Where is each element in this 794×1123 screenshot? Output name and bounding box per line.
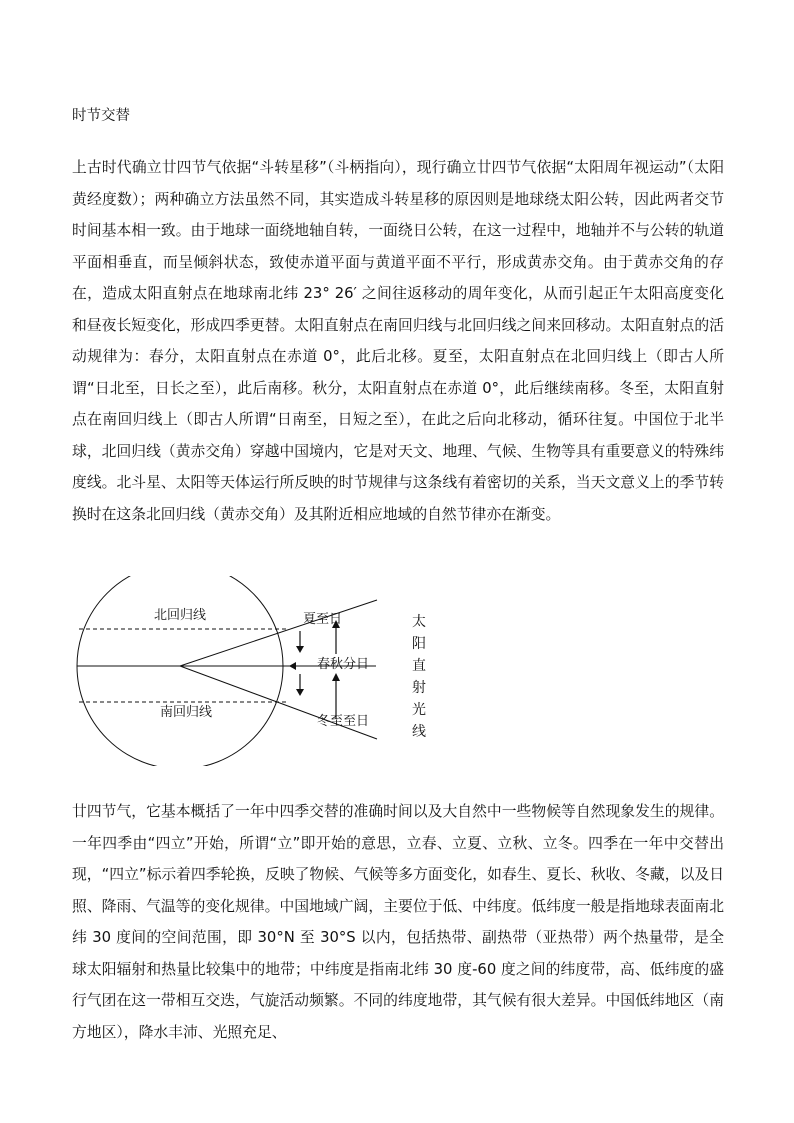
equinox-label: 春秋分日	[317, 657, 370, 672]
direct-sunlight-diagram	[74, 576, 434, 766]
arrow-down-1-head	[296, 646, 304, 653]
summer-solstice-label: 夏至日	[303, 612, 343, 627]
equator-arrow-head	[289, 662, 296, 670]
north-tropic-label: 北回归线	[154, 608, 207, 623]
paragraph-twenty-four-terms: 廿四节气，它基本概括了一年中四季交替的准确时间以及大自然中一些物候等自然现象发生的规律。一年四季由“四立”开始，所谓“立”即开始的意思，立春、立夏、立秋、立冬。四季在一年中交替出现，“四立”标示着四季轮换，反映了物候、气候等多方面变化，如春生、夏长、秋收、冬藏，以及日照、降雨、气温等的变化规律。中国地域广阔，主要位于低、中纬度。低纬度一般是指地球表面南北纬 30 度间的空间范围，即 30°N 至 30°S 以内，包括热带、副热带（亚热带）两个热量带，是全球太阳辐射和热量比较集中的地带；中纬度是指南北纬 30 度-60 度之间的纬度带，高、低纬度的盛行气团在这一带相互交迭，气旋活动频繁。不同的纬度地带，其气候有很大差异。中国低纬地区（南方地区），降水丰沛、光照充足、	[72, 803, 724, 1041]
arrow-down-2-head	[296, 689, 304, 696]
south-tropic-label: 南回归线	[160, 705, 213, 720]
paragraph-solar-term-origin: 上古时代确立廿四节气依据“斗转星移”（斗柄指向），现行确立廿四节气依据“太阳周年视运动”（太阳黄经度数）；两种确立方法虽然不同，其实造成斗转星移的原因则是地球绕太阳公转，因此两者交节时间基本相一致。由于地球一面绕地轴自转，一面绕日公转，在这一过程中，地轴并不与公转的轨道平面相垂直，而呈倾斜状态，致使赤道平面与黄道平面不平行，形成黄赤交角。由于黄赤交角的存在，造成太阳直射点在地球南北纬 23° 26′ 之间往返移动的周年变化，从而引起正午太阳高度变化和昼夜长短变化，形成四季更替。太阳直射点在南回归线与北回归线之间来回移动。太阳直射点的活动规律为：春分，太阳直射点在赤道 0°，此后北移。夏至，太阳直射点在北回归线上（即古人所谓“日北至，日长之至），此后南移。秋分，太阳直射点在赤道 0°，此后继续南移。冬至，太阳直射点在南回归线上（即古人所谓“日南至，日短之至），在此之后向北移动，循环往复。中国位于北半球，北回归线（黄赤交角）穿越中国境内，它是对天文、地理、气候、生物等具有重要意义的特殊纬度线。北斗星、太阳等天体运行所反映的时节规律与这条线有着密切的关系，当天文意义上的季节转换时在这条北回归线（黄赤交角）及其附近相应地域的自然节律亦在渐变。	[72, 159, 724, 523]
earth-circle	[77, 576, 283, 766]
sun-rays-caption: 太阳直射光线	[412, 614, 426, 740]
section-heading: 时节交替	[72, 108, 130, 124]
winter-solstice-label: 冬至至日	[317, 714, 370, 729]
arrow-up-1-head	[332, 673, 340, 681]
